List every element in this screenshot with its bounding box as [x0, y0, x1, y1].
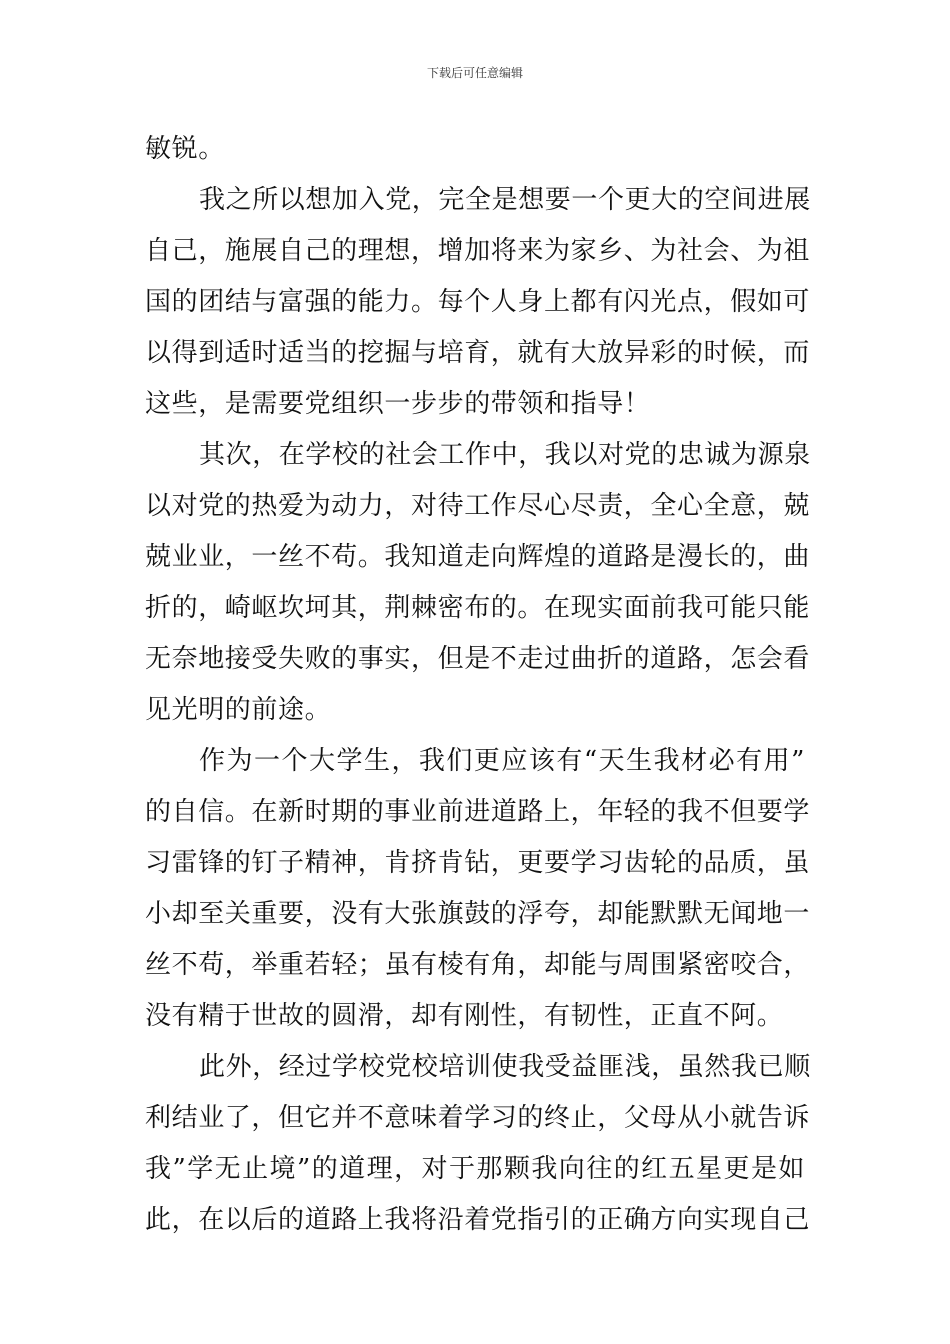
- text-line: 此，在以后的道路上我将沿着党指引的正确方向实现自己: [145, 1205, 811, 1235]
- text-line: 此外，经过学校党校培训使我受益匪浅，虽然我已顺: [199, 1052, 811, 1082]
- text-line: 没有精于世故的圆滑，却有刚性，有韧性，正直不阿。: [145, 1001, 784, 1031]
- text-line: 其次，在学校的社会工作中，我以对党的忠诚为源泉: [199, 440, 811, 470]
- text-line: 小却至关重要，没有大张旗鼓的浮夸，却能默默无闻地一: [145, 899, 811, 929]
- text-line: 利结业了，但它并不意味着学习的终止，父母从小就告诉: [145, 1103, 811, 1133]
- text-line: 这些，是需要党组织一步步的带领和指导！: [145, 389, 651, 419]
- body-text: [145, 127, 811, 1249]
- text-line: 见光明的前途。: [145, 695, 332, 725]
- text-line: 作为一个大学生，我们更应该有“天生我材必有用”: [199, 746, 805, 776]
- text-line: 习雷锋的钉子精神，肯挤肯钻，更要学习齿轮的品质，虽: [145, 848, 811, 878]
- text-line: 敏锐。: [145, 134, 225, 164]
- text-line: 国的团结与富强的能力。每个人身上都有闪光点，假如可: [145, 287, 811, 317]
- text-line: 以对党的热爱为动力，对待工作尽心尽责，全心全意，兢: [145, 491, 811, 521]
- text-line: 的自信。在新时期的事业前进道路上，年轻的我不但要学: [145, 797, 811, 827]
- text-line: 我”学无止境”的道理，对于那颗我向往的红五星更是如: [145, 1154, 805, 1184]
- page-header: 下载后可任意编辑: [426, 66, 523, 80]
- text-line: 我之所以想加入党，完全是想要一个更大的空间进展: [199, 185, 811, 215]
- text-line: 自己，施展自己的理想，增加将来为家乡、为社会、为祖: [145, 236, 811, 266]
- text-line: 以得到适时适当的挖掘与培育，就有大放异彩的时候，而: [145, 338, 811, 368]
- text-line: 丝不苟，举重若轻；虽有棱有角，却能与周围紧密咬合，: [145, 950, 811, 980]
- text-line: 兢业业，一丝不苟。我知道走向辉煌的道路是漫长的，曲: [145, 542, 811, 572]
- text-line: 折的，崎岖坎坷其，荆棘密布的。在现实面前我可能只能: [145, 593, 811, 623]
- text-line: 无奈地接受失败的事实，但是不走过曲折的道路，怎会看: [145, 644, 811, 674]
